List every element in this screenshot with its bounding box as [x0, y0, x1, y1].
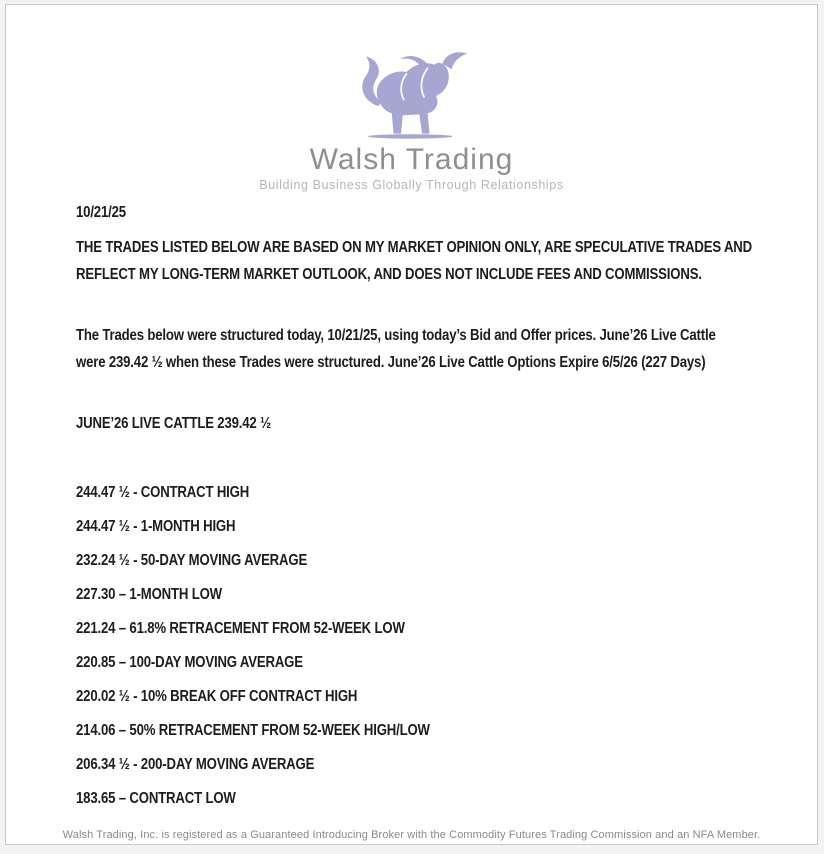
- walsh-trading-logo: [6, 49, 817, 192]
- level-line: 206.34 ½ - 200-DAY MOVING AVERAGE: [76, 756, 315, 773]
- level-line: 221.24 – 61.8% RETRACEMENT FROM 52-WEEK LOW: [76, 620, 405, 637]
- level-line: 227.30 – 1-MONTH LOW: [76, 586, 222, 603]
- brand-name: Walsh Trading: [309, 143, 514, 176]
- report-date: 10/21/25: [76, 204, 126, 221]
- level-line: 220.85 – 100-DAY MOVING AVERAGE: [76, 654, 303, 671]
- disclaimer-line: REFLECT MY LONG-TERM MARKET OUTLOOK, AND DOES NOT INCLUDE FEES AND COMMISSIONS.: [76, 266, 702, 283]
- intro-line: were 239.42 ½ when these Trades were structured. June’26 Live Cattle Options Expire 6/5/26 (227 Days): [76, 354, 706, 371]
- intro-line: The Trades below were structured today, 10/21/25, using today’s Bid and Offer prices. June’26 Live Cattle: [76, 327, 716, 344]
- level-line: 183.65 – CONTRACT LOW: [76, 790, 236, 807]
- disclaimer-line: THE TRADES LISTED BELOW ARE BASED ON MY MARKET OPINION ONLY, ARE SPECULATIVE TRADES AND: [76, 239, 752, 256]
- level-line: 232.24 ½ - 50-DAY MOVING AVERAGE: [76, 552, 308, 569]
- footer-disclosure: Walsh Trading, Inc. is registered as a Guaranteed Introducing Broker with the Commodity Futures Trading Commission and an NFA Member.: [62, 829, 761, 841]
- level-line: 244.47 ½ - 1-MONTH HIGH: [76, 518, 236, 535]
- level-line: 214.06 – 50% RETRACEMENT FROM 52-WEEK HIGH/LOW: [76, 722, 430, 739]
- level-line: 220.02 ½ - 10% BREAK OFF CONTRACT HIGH: [76, 688, 358, 705]
- brand-tagline: Building Business Globally Through Relationships: [259, 178, 564, 192]
- document-page: [5, 4, 818, 845]
- level-line: 244.47 ½ - CONTRACT HIGH: [76, 484, 250, 501]
- contract-header: JUNE’26 LIVE CATTLE 239.42 ½: [76, 415, 271, 432]
- bull-icon: [345, 49, 479, 141]
